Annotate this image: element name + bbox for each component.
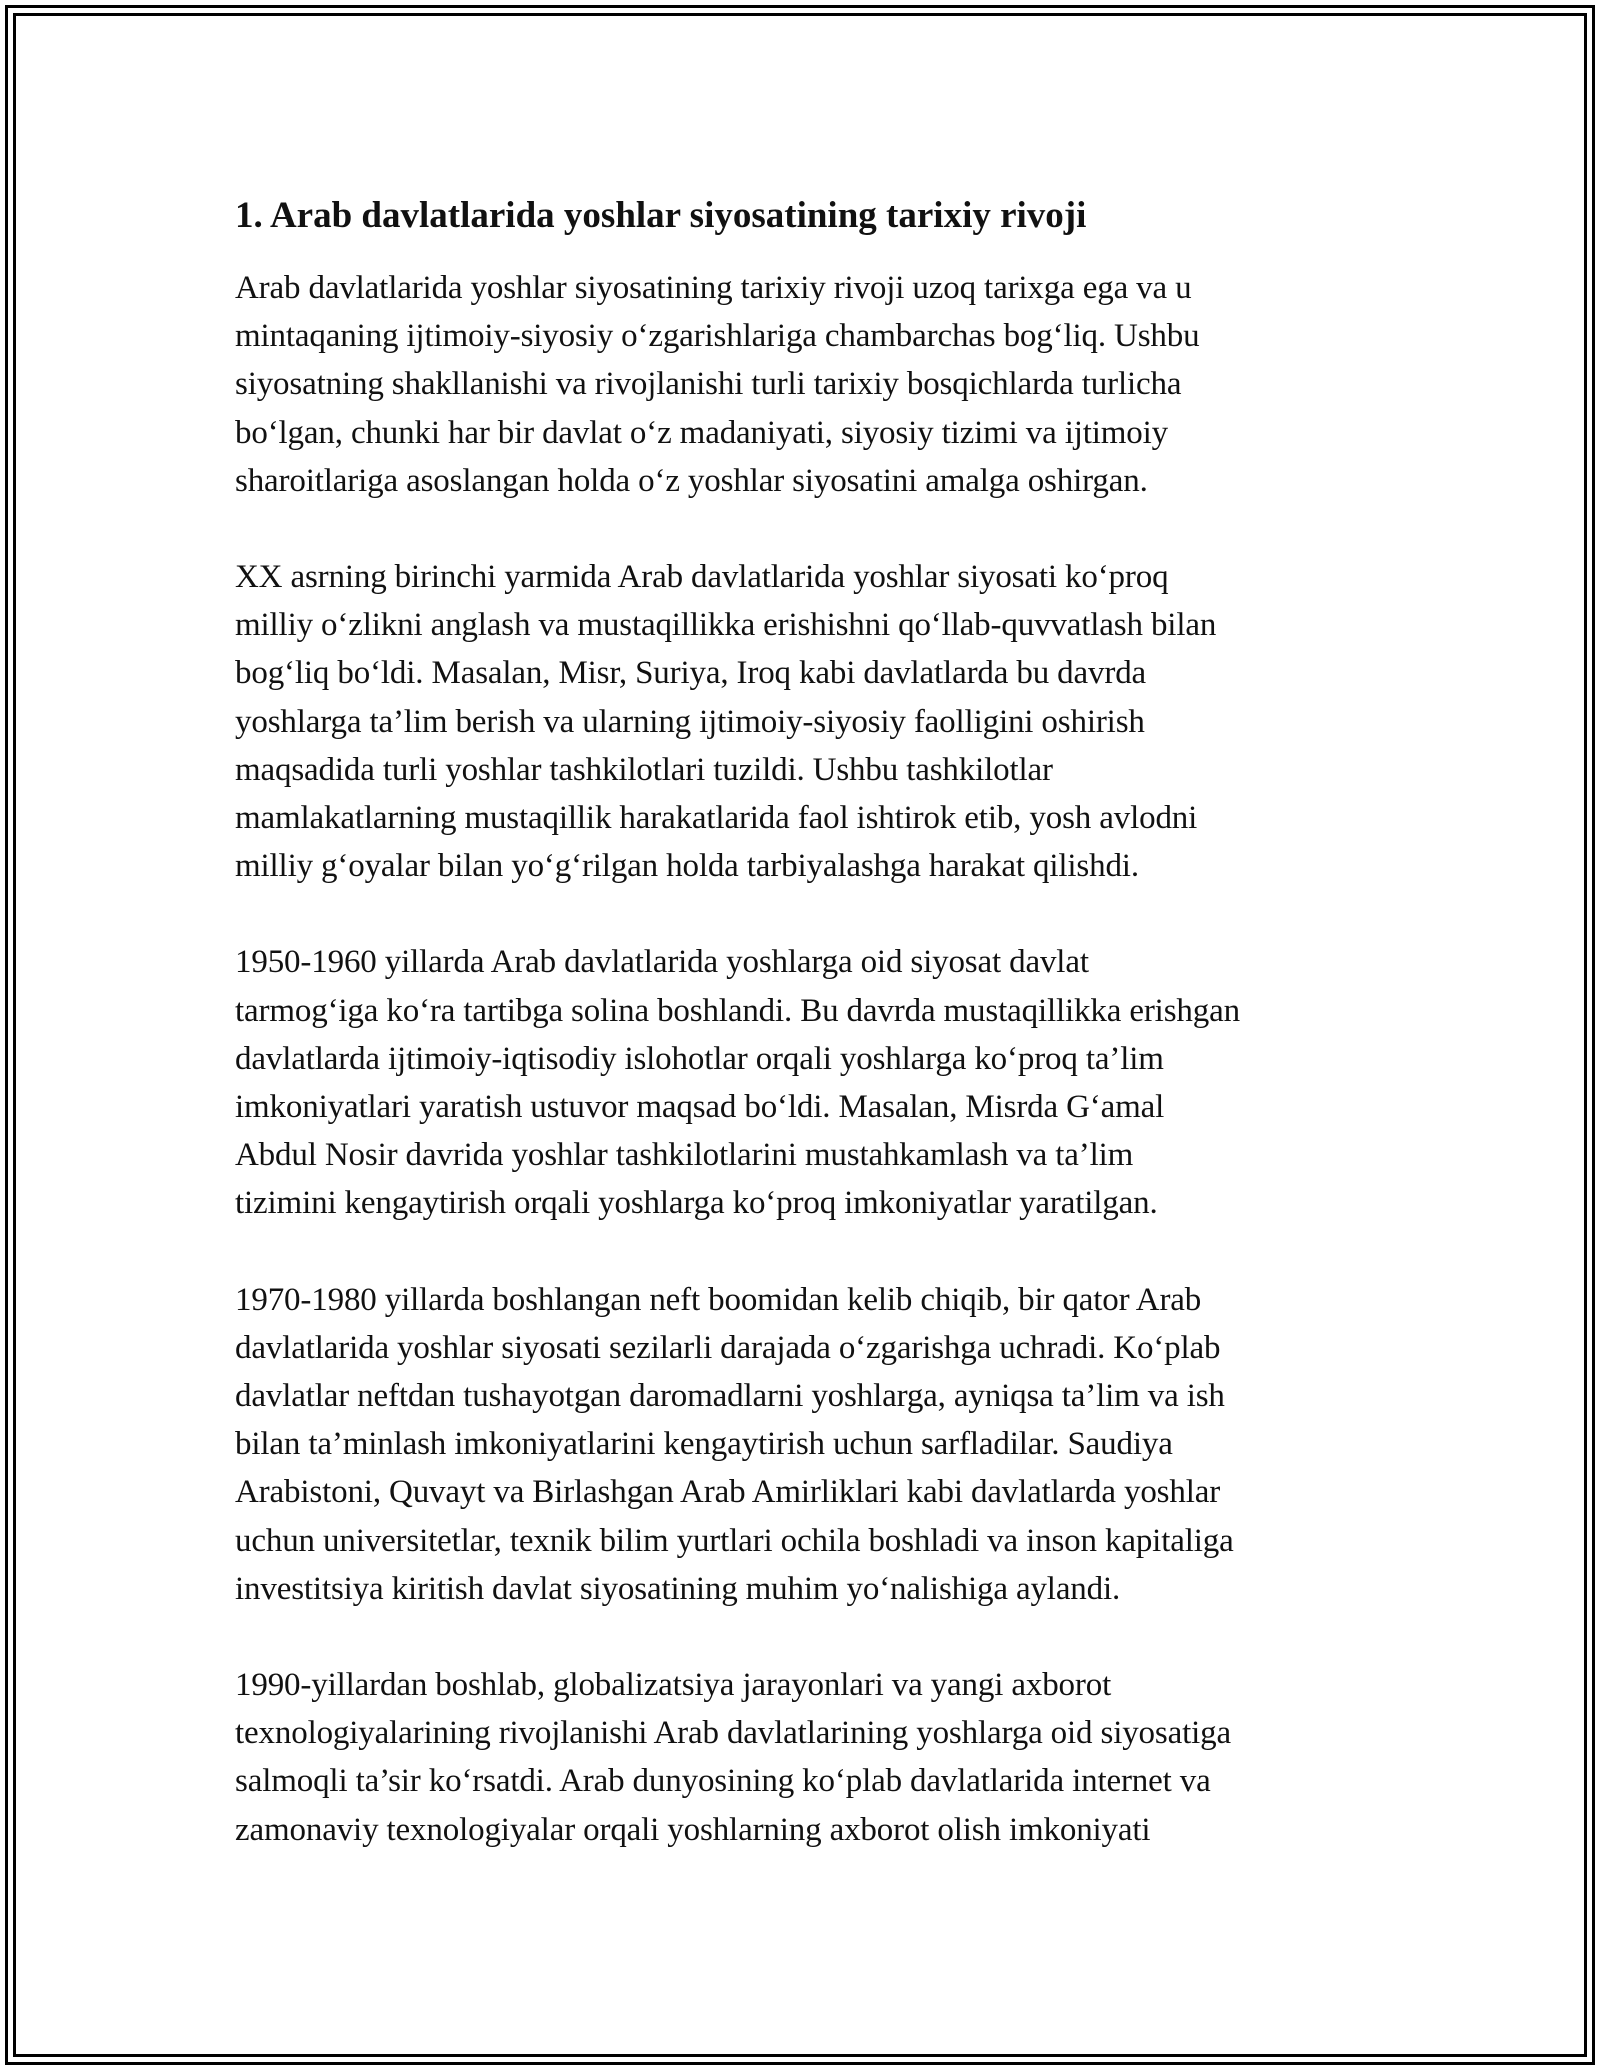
text-line: mamlakatlarning mustaqillik harakatlarida faol ishtirok etib, yosh avlodni bbox=[235, 800, 1198, 837]
text-line: davlatlarida yoshlar siyosati sezilarli darajada o‘zgarishga uchradi. Ko‘plab bbox=[235, 1329, 1221, 1366]
section-heading: 1. Arab davlatlarida yoshlar siyosatining tarixiy rivoji bbox=[235, 195, 1087, 236]
text-line: salmoqli ta’sir ko‘rsatdi. Arab dunyosining ko‘plab davlatlarida internet va bbox=[235, 1763, 1211, 1800]
text-line: siyosatning shakllanishi va rivojlanishi turli tarixiy bosqichlarda turlicha bbox=[235, 366, 1182, 403]
text-line: bilan ta’minlash imkoniyatlarini kengaytirish uchun sarfladilar. Saudiya bbox=[235, 1426, 1173, 1463]
text-line: Arab davlatlarida yoshlar siyosatining tarixiy rivoji uzoq tarixga ega va u bbox=[235, 270, 1192, 306]
text-line: zamonaviy texnologiyalar orqali yoshlarning axborot olish imkoniyati bbox=[235, 1811, 1151, 1848]
text-line: bo‘lgan, chunki har bir davlat o‘z madaniyati, siyosiy tizimi va ijtimoiy bbox=[235, 414, 1169, 451]
text-line: Arabistoni, Quvayt va Birlashgan Arab Amirliklari kabi davlatlarda yoshlar bbox=[235, 1474, 1221, 1511]
paragraph-2 bbox=[235, 553, 1385, 890]
text-line: tarmog‘iga ko‘ra tartibga solina boshlandi. Bu davrda mustaqillikka erishgan bbox=[235, 992, 1240, 1029]
text-line: XX asrning birinchi yarmida Arab davlatlarida yoshlar siyosati ko‘proq bbox=[235, 559, 1169, 596]
text-line: investitsiya kiritish davlat siyosatining muhim yo‘nalishiga aylandi. bbox=[235, 1570, 1121, 1607]
paragraph-3 bbox=[235, 938, 1385, 1227]
text-line: bog‘liq bo‘ldi. Masalan, Misr, Suriya, Iroq kabi davlatlarda bu davrda bbox=[235, 655, 1147, 692]
text-line: milliy o‘zlikni anglash va mustaqillikka erishishni qo‘llab-quvvatlash bilan bbox=[235, 607, 1217, 644]
text-line: davlatlarda ijtimoiy-iqtisodiy islohotlar orqali yoshlarga ko‘proq ta’lim bbox=[235, 1040, 1164, 1077]
paragraph-1 bbox=[235, 264, 1385, 505]
document-body bbox=[235, 188, 1385, 1902]
text-line: yoshlarga ta’lim berish va ularning ijtimoiy-siyosiy faolligini oshirish bbox=[235, 703, 1145, 740]
text-line: 1990-yillardan boshlab, globalizatsiya jarayonlari va yangi axborot bbox=[235, 1667, 1112, 1704]
text-line: mintaqaning ijtimoiy-siyosiy o‘zgarishlariga chambarchas bog‘liq. Ushbu bbox=[235, 318, 1200, 355]
text-line: 1970-1980 yillarda boshlangan neft boomidan kelib chiqib, bir qator Arab bbox=[235, 1281, 1202, 1318]
text-line: davlatlar neftdan tushayotgan daromadlarni yoshlarga, ayniqsa ta’lim va ish bbox=[235, 1378, 1225, 1415]
text-line: tizimini kengaytirish orqali yoshlarga ko‘proq imkoniyatlar yaratilgan. bbox=[235, 1185, 1158, 1222]
text-line: uchun universitetlar, texnik bilim yurtlari ochila boshladi va inson kapitaliga bbox=[235, 1522, 1234, 1559]
paragraph-5 bbox=[235, 1661, 1385, 1854]
text-line: Abdul Nosir davrida yoshlar tashkilotlarini mustahkamlash va ta’lim bbox=[235, 1137, 1134, 1174]
text-line: 1950-1960 yillarda Arab davlatlarida yoshlarga oid siyosat davlat bbox=[235, 944, 1089, 981]
paragraph-4 bbox=[235, 1276, 1385, 1613]
text-line: maqsadida turli yoshlar tashkilotlari tuzildi. Ushbu tashkilotlar bbox=[235, 751, 1053, 788]
text-line: texnologiyalarining rivojlanishi Arab davlatlarining yoshlarga oid siyosatiga bbox=[235, 1715, 1231, 1752]
text-line: imkoniyatlari yaratish ustuvor maqsad bo‘ldi. Masalan, Misrda G‘amal bbox=[235, 1089, 1165, 1126]
text-line: milliy g‘oyalar bilan yo‘g‘rilgan holda tarbiyalashga harakat qilishdi. bbox=[235, 848, 1139, 885]
text-line: sharoitlariga asoslangan holda o‘z yoshlar siyosatini amalga oshirgan. bbox=[235, 462, 1148, 499]
